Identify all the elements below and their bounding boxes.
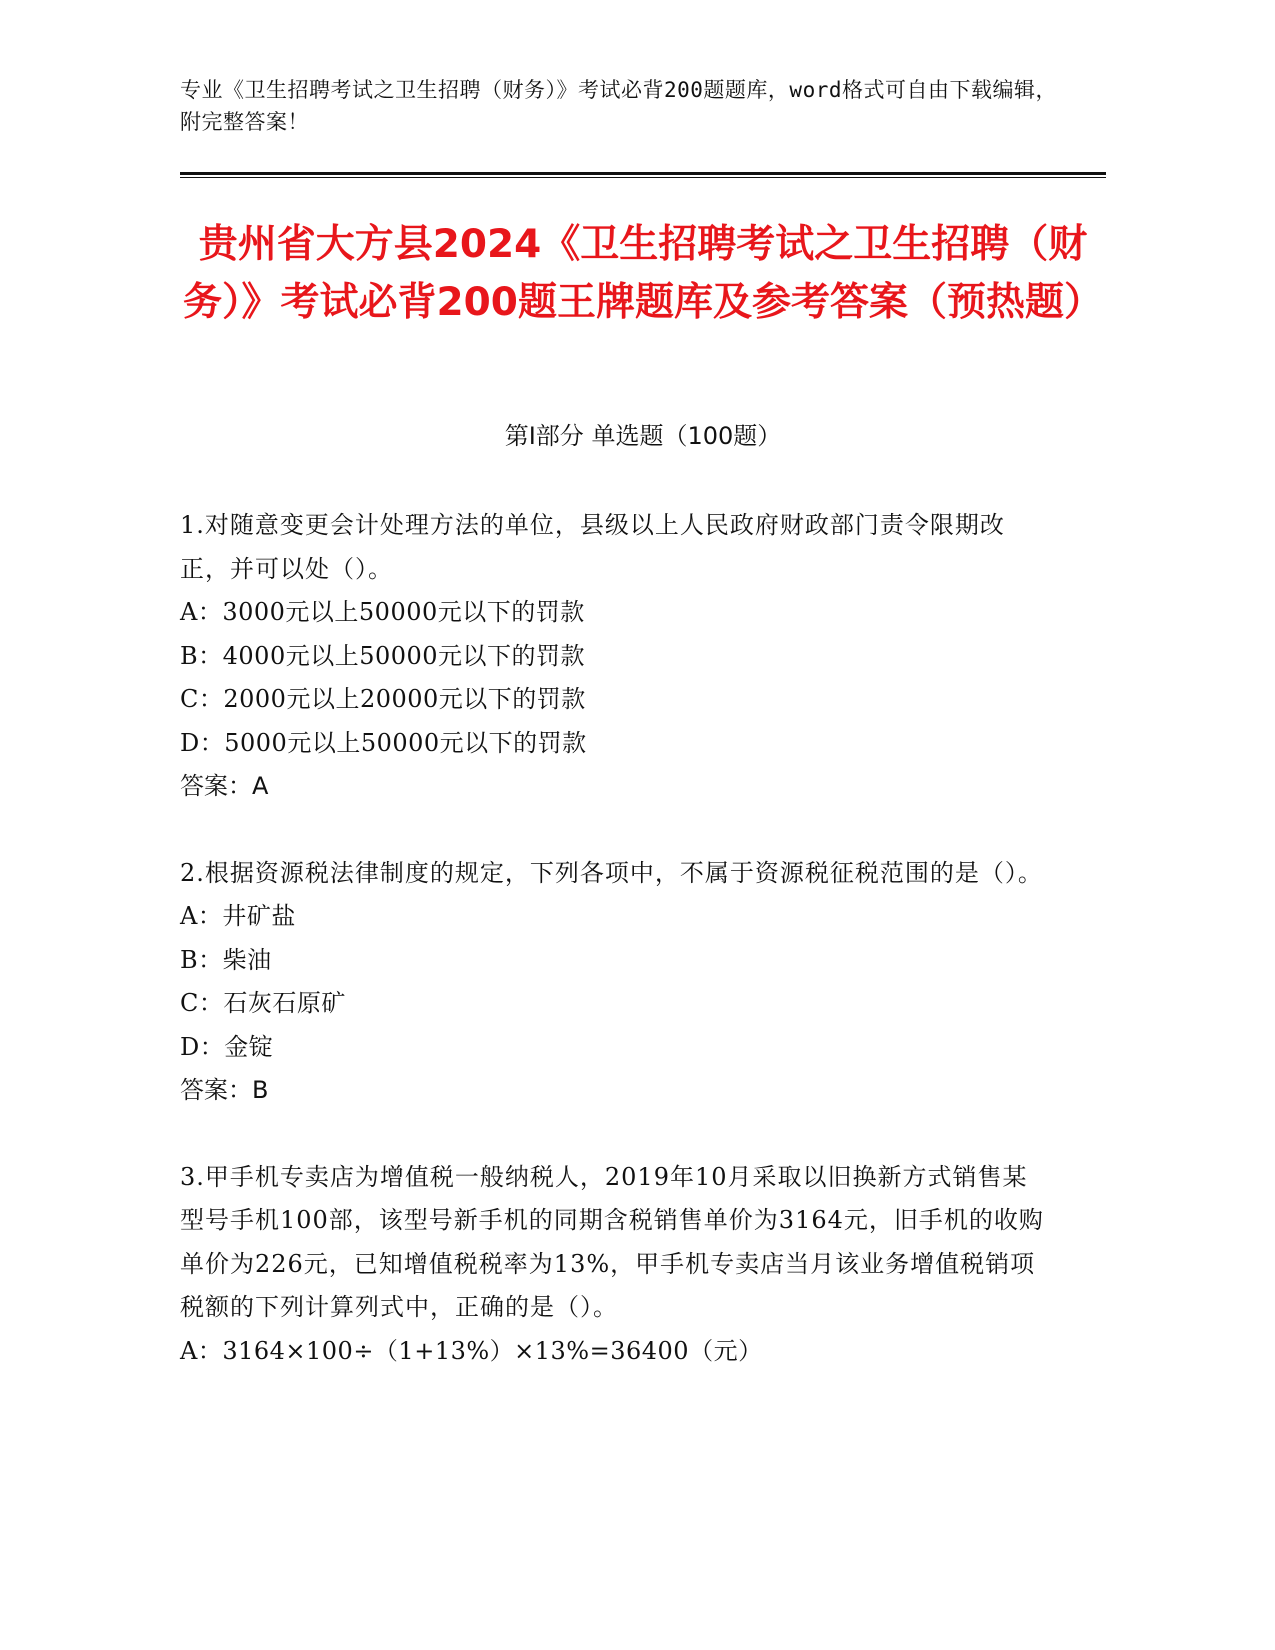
option-c: C：石灰石原矿	[180, 989, 346, 1017]
option-a: A：3000元以上50000元以下的罚款	[180, 598, 585, 626]
option-d: D：5000元以上50000元以下的罚款	[180, 728, 587, 757]
question-3	[180, 1156, 1050, 1374]
question-stem: 3.甲手机专卖店为增值税一般纳税人，2019年10月采取以旧换新方式销售某型号手机100部，该型号新手机的同期含税销售单价为3164元，旧手机的收购单价为226元，已知增值税税率为13%，甲手机专卖店当月该业务增值税销项税额的下列计算列式中，正确的是（）。	[180, 1162, 1044, 1321]
header-divider-thick	[180, 172, 1106, 175]
header-divider-thin	[180, 177, 1106, 178]
question-stem: 1.对随意变更会计处理方法的单位，县级以上人民政府财政部门责令限期改正，并可以处（）。	[180, 511, 1005, 583]
option-c: C：2000元以上20000元以下的罚款	[180, 685, 586, 713]
question-1	[180, 504, 1050, 809]
question-list	[180, 504, 1050, 1416]
question-stem: 2.根据资源税法律制度的规定，下列各项中，不属于资源税征税范围的是（）。	[180, 858, 1043, 887]
header-note: 专业《卫生招聘考试之卫生招聘（财务）》考试必背200题题库，word格式可自由下载编辑，附完整答案！	[180, 78, 1057, 134]
answer: 答案：A	[180, 772, 269, 800]
option-d: D：金锭	[180, 1032, 274, 1061]
answer: 答案：B	[180, 1076, 269, 1104]
option-b: B：4000元以上50000元以下的罚款	[180, 641, 586, 670]
section-title: 第I部分 单选题（100题）	[504, 422, 782, 450]
option-a: A：3164×100÷（1+13%）×13%=36400（元）	[180, 1336, 763, 1365]
option-b: B：柴油	[180, 945, 272, 974]
question-2	[180, 852, 1050, 1113]
option-a: A：井矿盐	[180, 902, 296, 930]
document-title: 贵州省大方县2024《卫生招聘考试之卫生招聘（财务）》考试必背200题王牌题库及参考答案（预热题）	[183, 222, 1103, 325]
